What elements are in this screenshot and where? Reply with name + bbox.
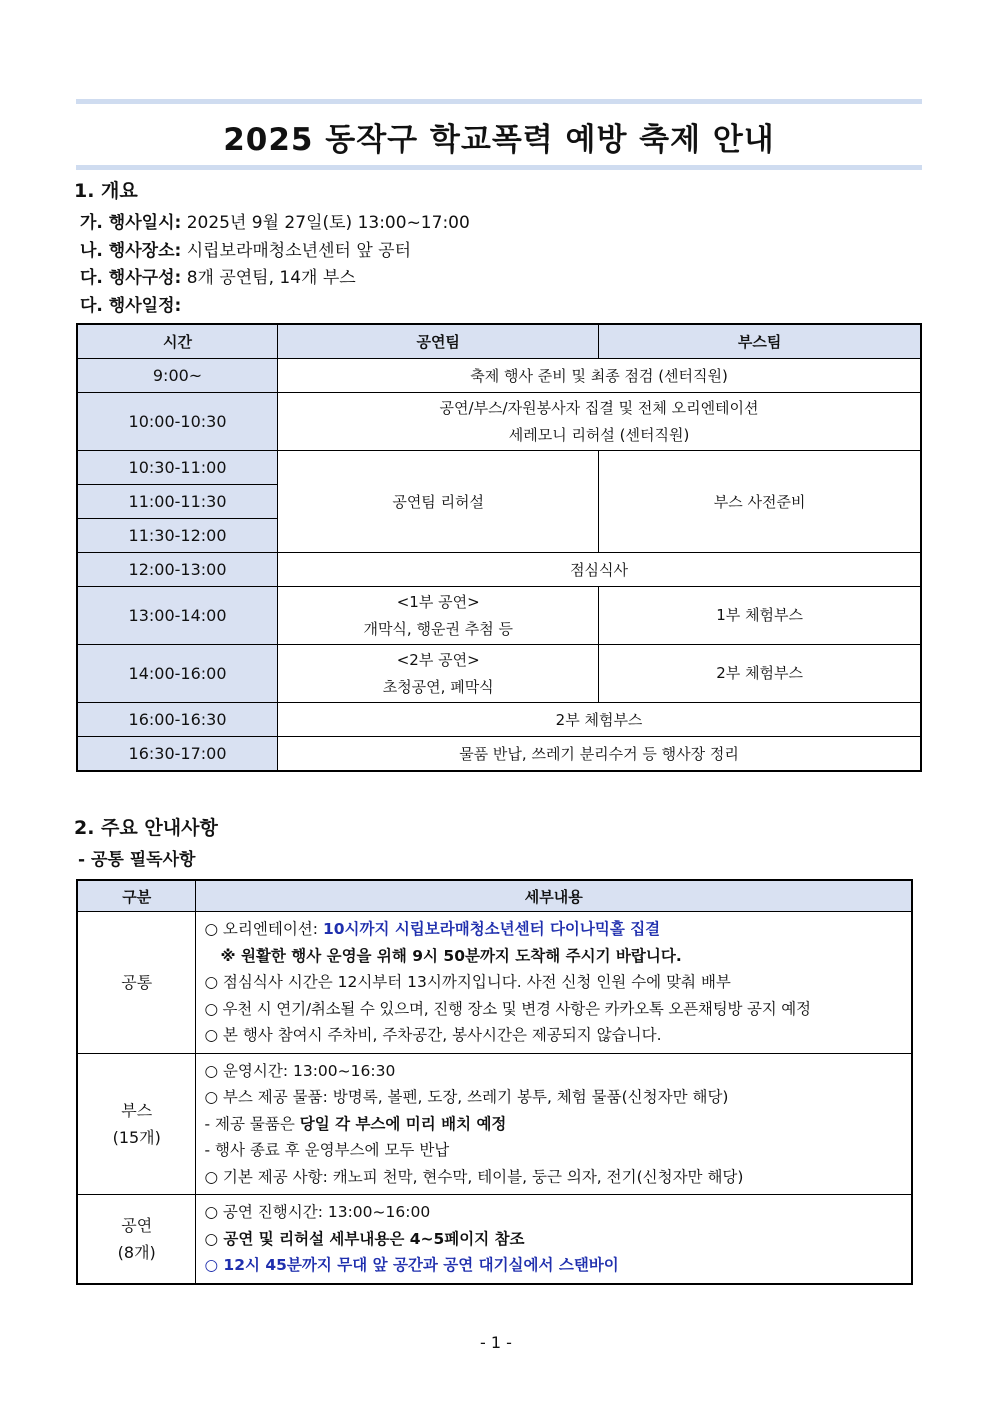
booth-details	[196, 1053, 912, 1195]
booth-line: ○ 부스 제공 물품: 방명록, 볼펜, 도장, 쓰레기 봉투, 체험 물품(신청자만 해당)	[204, 1088, 729, 1106]
part1-desc: 개막식, 행운권 추첨 등	[363, 619, 513, 638]
category-performance	[77, 1195, 196, 1284]
event-place-value: 시립보라매청소년센터 앞 공터	[181, 241, 411, 261]
booth-line	[204, 1111, 901, 1138]
time-cell: 14:00-16:00	[77, 645, 278, 703]
table-row	[77, 1053, 912, 1195]
title-top-bar	[76, 99, 922, 104]
part1-title: <1부 공연>	[396, 592, 480, 611]
time-cell: 13:00-14:00	[77, 587, 278, 645]
part2-booth-cell: 2부 체험부스	[599, 645, 921, 703]
part1-cell	[278, 587, 599, 645]
header-time: 시간	[77, 324, 278, 359]
header-booth: 부스팀	[599, 324, 921, 359]
part2-cell	[278, 645, 599, 703]
schedule-cell	[278, 393, 921, 451]
common-line: ※ 원활한 행사 운영을 위해 9시 50분까지 도착해 주시기 바랍니다.	[220, 946, 682, 965]
table-row	[77, 451, 921, 485]
performance-details	[196, 1195, 912, 1284]
table-row	[77, 359, 921, 393]
booth-label: 부스	[121, 1100, 153, 1120]
schedule-cell: 물품 반납, 쓰레기 분리수거 등 행사장 정리	[278, 737, 921, 772]
schedule-table	[76, 323, 922, 772]
page-number: - 1 -	[480, 1333, 512, 1352]
part2-title: <2부 공연>	[396, 650, 480, 669]
schedule-cell: 축제 행사 준비 및 최종 점검 (센터직원)	[278, 359, 921, 393]
time-cell: 16:00-16:30	[77, 703, 278, 737]
performance-line: ○ 공연 및 리허설 세부내용은 4~5페이지 참조	[204, 1229, 525, 1248]
title-bottom-bar	[76, 165, 922, 170]
time-cell: 11:00-11:30	[77, 485, 278, 519]
booth-line: - 행사 종료 후 운영부스에 모두 반납	[204, 1141, 450, 1159]
event-place-line	[80, 236, 411, 261]
section1-heading: 1. 개요	[74, 180, 138, 202]
event-schedule-label: 다. 행사일정:	[80, 296, 182, 316]
schedule-cell: 2부 체험부스	[278, 703, 921, 737]
common-line: ○ 우천 시 연기/취소될 수 있으며, 진행 장소 및 변경 사항은 카카오톡 오픈채팅방 공지 예정	[204, 999, 811, 1018]
table-row	[77, 645, 921, 703]
performance-count: (8개)	[117, 1242, 156, 1262]
event-composition-line	[80, 263, 356, 288]
table-row	[77, 587, 921, 645]
booth-prep-cell: 부스 사전준비	[599, 451, 921, 553]
orientation-highlight: 10시까지 시립보라매청소년센터 다이나믹홀 집결	[322, 920, 661, 938]
table-row	[77, 737, 921, 772]
time-cell: 16:30-17:00	[77, 737, 278, 772]
time-cell: 10:00-10:30	[77, 393, 278, 451]
booth-count: (15개)	[112, 1127, 161, 1147]
schedule-header-row	[77, 324, 921, 359]
lunch-cell: 점심식사	[278, 553, 921, 587]
header-details: 세부내용	[196, 880, 912, 912]
header-performance: 공연팀	[278, 324, 599, 359]
booth-line: ○ 운영시간: 13:00~16:30	[204, 1061, 396, 1080]
performance-line: ○ 12시 45분까지 무대 앞 공간과 공연 대기실에서 스탠바이	[204, 1256, 619, 1274]
time-cell: 10:30-11:00	[77, 451, 278, 485]
table-row	[77, 703, 921, 737]
booth-line: ○ 기본 제공 사항: 캐노피 천막, 현수막, 테이블, 둥근 의자, 전기(신청자만 해당)	[204, 1167, 744, 1186]
ceremony-line: 세레모니 리허설 (센터직원)	[508, 425, 690, 444]
event-date-label: 가. 행사일시:	[80, 213, 182, 233]
page-title: 2025 동작구 학교폭력 예방 축제 안내	[223, 122, 775, 158]
part2-desc: 초청공연, 폐막식	[382, 677, 494, 696]
event-schedule-line	[80, 291, 181, 316]
notice-header-row	[77, 880, 912, 912]
performance-line: ○ 공연 진행시간: 13:00~16:00	[204, 1203, 431, 1221]
rehearsal-cell: 공연팀 리허설	[278, 451, 599, 553]
table-row	[77, 1195, 912, 1284]
performance-label: 공연	[121, 1215, 153, 1235]
time-cell: 11:30-12:00	[77, 519, 278, 553]
notice-table	[76, 879, 913, 1285]
booth-items-bold: 당일 각 부스에 미리 배치 예정	[299, 1114, 507, 1133]
section2-subheading: - 공통 필독사항	[78, 850, 196, 870]
event-date-line	[80, 208, 470, 233]
orientation-prefix: ○ 오리엔테이션:	[204, 920, 323, 938]
event-composition-value: 8개 공연팀, 14개 부스	[181, 268, 356, 288]
category-booth	[77, 1053, 196, 1195]
table-row	[77, 393, 921, 451]
category-common: 공통	[77, 912, 196, 1054]
event-date-value: 2025년 9월 27일(토) 13:00~17:00	[181, 213, 470, 233]
common-line	[204, 916, 901, 943]
table-row	[77, 912, 912, 1054]
time-cell: 9:00~	[77, 359, 278, 393]
time-cell: 12:00-13:00	[77, 553, 278, 587]
header-category: 구분	[77, 880, 196, 912]
event-composition-label: 다. 행사구성:	[80, 268, 182, 288]
table-row	[77, 553, 921, 587]
part1-booth-cell: 1부 체험부스	[599, 587, 921, 645]
common-line: ○ 본 행사 참여시 주차비, 주차공간, 봉사시간은 제공되지 않습니다.	[204, 1026, 662, 1044]
common-line: ○ 점심식사 시간은 12시부터 13시까지입니다. 사전 신청 인원 수에 맞춰 배부	[204, 973, 731, 991]
booth-items-prefix: - 제공 물품은	[204, 1114, 300, 1133]
common-details	[196, 912, 912, 1054]
section2-heading: 2. 주요 안내사항	[74, 817, 218, 839]
orientation-line: 공연/부스/자원봉사자 집결 및 전체 오리엔테이션	[439, 398, 759, 417]
event-place-label: 나. 행사장소:	[80, 241, 182, 261]
